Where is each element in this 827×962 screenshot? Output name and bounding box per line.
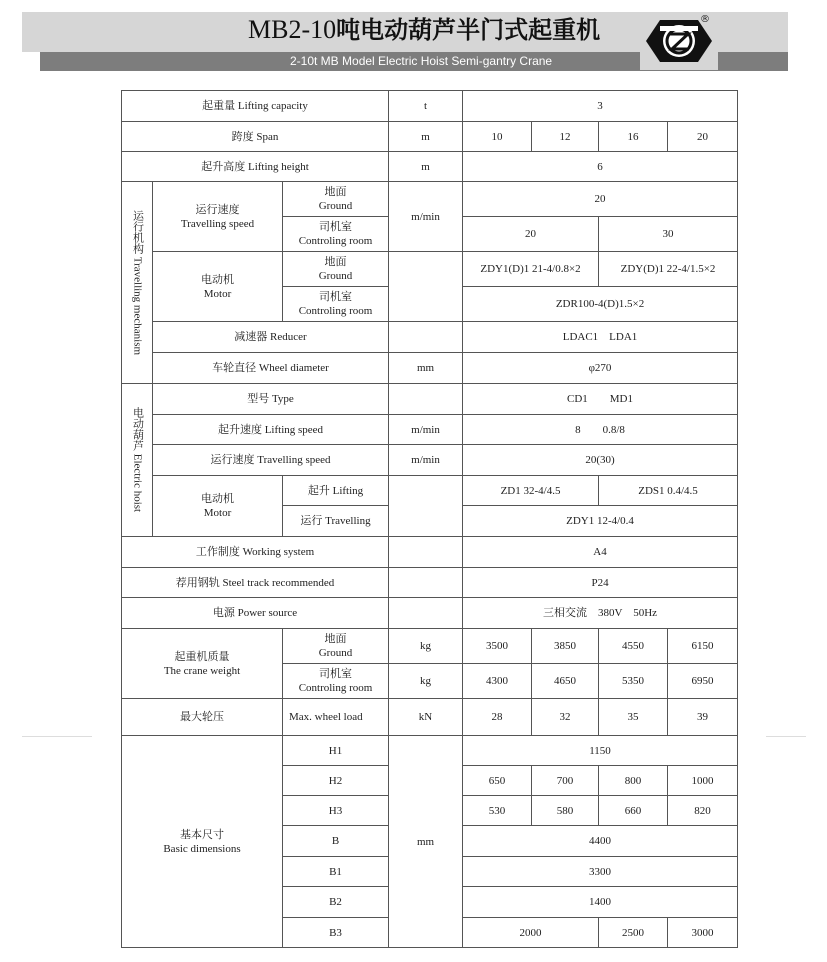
table-row [122, 182, 738, 217]
table-row [122, 445, 738, 476]
table-row [122, 322, 738, 353]
table-row [122, 122, 738, 152]
value-cell: 3500 [463, 629, 532, 664]
power-source-label: 电源 Power source [122, 598, 389, 629]
unit-cell [389, 322, 463, 353]
unit-cell: m [389, 122, 463, 152]
table-row [122, 252, 738, 287]
divider-right [766, 736, 806, 737]
table-row [122, 568, 738, 598]
unit-cell: kg [389, 664, 463, 699]
table-row [122, 415, 738, 445]
value-cell: ZDY1(D)1 21-4/0.8×2 [463, 252, 599, 287]
dim-name: B1 [283, 857, 389, 887]
table-row [122, 476, 738, 506]
table-row [122, 91, 738, 122]
travel-motor-label: 电动机 Motor [153, 252, 283, 322]
value-cell: CD1 MD1 [463, 384, 738, 415]
value-cell: 三相交流 380V 50Hz [463, 598, 738, 629]
value-cell: 820 [668, 796, 738, 826]
span-label: 跨度 Span [122, 122, 389, 152]
table-row [122, 537, 738, 568]
value-cell: 660 [599, 796, 668, 826]
hoist-motor-label: 电动机 Motor [153, 476, 283, 537]
value-cell: 2500 [599, 918, 668, 948]
unit-cell: mm [389, 736, 463, 948]
table-row [122, 629, 738, 664]
value-cell: φ270 [463, 353, 738, 384]
registered-mark: ® [700, 14, 710, 25]
unit-cell: kg [389, 629, 463, 664]
lifting-label: 起升 Lifting [283, 476, 389, 506]
value-cell: 5350 [599, 664, 668, 699]
lifting-height-label: 起升高度 Lifting height [122, 152, 389, 182]
hoist-travel-speed-label: 运行速度 Travelling speed [153, 445, 389, 476]
value-cell: 1150 [463, 736, 738, 766]
value-cell: 12 [532, 122, 599, 152]
table-row [122, 736, 738, 766]
unit-cell [389, 384, 463, 415]
unit-cell: m/min [389, 182, 463, 252]
unit-cell: m/min [389, 415, 463, 445]
steel-track-label: 荐用钢轨 Steel track recommended [122, 568, 389, 598]
lift-speed-label: 起升速度 Lifting speed [153, 415, 389, 445]
type-label: 型号 Type [153, 384, 389, 415]
value-cell: 650 [463, 766, 532, 796]
value-cell: 4550 [599, 629, 668, 664]
value-cell: 1400 [463, 887, 738, 918]
table-row [122, 384, 738, 415]
value-cell: 3 [463, 91, 738, 122]
dim-name: B2 [283, 887, 389, 918]
value-cell: 35 [599, 699, 668, 736]
page-subtitle: 2-10t MB Model Electric Hoist Semi-gantry Crane [290, 54, 553, 68]
unit-cell [389, 252, 463, 322]
value-cell: 30 [599, 217, 738, 252]
value-cell: 3000 [668, 918, 738, 948]
dim-name: H3 [283, 796, 389, 826]
travel-speed-label: 运行速度 Travelling speed [153, 182, 283, 252]
basic-dimensions-label: 基本尺寸 Basic dimensions [122, 736, 283, 948]
dim-name: H1 [283, 736, 389, 766]
room-label: 司机室 Controling room [283, 217, 389, 252]
value-cell: 530 [463, 796, 532, 826]
value-cell: 6950 [668, 664, 738, 699]
spec-table [121, 90, 738, 948]
unit-cell [389, 476, 463, 537]
value-cell: 580 [532, 796, 599, 826]
dim-name: B3 [283, 918, 389, 948]
value-cell: ZDY(D)1 22-4/1.5×2 [599, 252, 738, 287]
working-system-label: 工作制度 Working system [122, 537, 389, 568]
unit-cell [389, 568, 463, 598]
value-cell: 1000 [668, 766, 738, 796]
unit-cell: kN [389, 699, 463, 736]
ground-label: 地面 Ground [283, 252, 389, 287]
reducer-label: 减速器 Reducer [153, 322, 389, 353]
value-cell: 4650 [532, 664, 599, 699]
wheel-load-label-en: Max. wheel load [283, 699, 389, 736]
dim-name: H2 [283, 766, 389, 796]
wheel-diameter-label: 车轮直径 Wheel diameter [153, 353, 389, 384]
value-cell: 32 [532, 699, 599, 736]
value-cell: 10 [463, 122, 532, 152]
lifting-capacity-label: 起重量 Lifting capacity [122, 91, 389, 122]
table-row [122, 598, 738, 629]
value-cell: 6 [463, 152, 738, 182]
value-cell: P24 [463, 568, 738, 598]
value-cell: 2000 [463, 918, 599, 948]
value-cell: 4300 [463, 664, 532, 699]
value-cell: ZDS1 0.4/4.5 [599, 476, 738, 506]
value-cell: ZDR100-4(D)1.5×2 [463, 287, 738, 322]
ground-label: 地面 Ground [283, 182, 389, 217]
unit-cell: t [389, 91, 463, 122]
value-cell: A4 [463, 537, 738, 568]
value-cell: 6150 [668, 629, 738, 664]
value-cell: 20 [463, 217, 599, 252]
value-cell: 700 [532, 766, 599, 796]
divider-left [22, 736, 92, 737]
unit-cell [389, 537, 463, 568]
page-title: MB2-10吨电动葫芦半门式起重机 [248, 15, 601, 44]
travel-mech-group-label: 运行机构 Travelling mechanism [122, 182, 153, 384]
table-row [122, 699, 738, 736]
table-row [122, 152, 738, 182]
value-cell: LDAC1 LDA1 [463, 322, 738, 353]
crane-weight-label: 起重机质量 The crane weight [122, 629, 283, 699]
travelling-label: 运行 Travelling [283, 506, 389, 537]
value-cell: 800 [599, 766, 668, 796]
table-row [122, 353, 738, 384]
value-cell: 4400 [463, 826, 738, 857]
unit-cell [389, 598, 463, 629]
value-cell: ZDY1 12-4/0.4 [463, 506, 738, 537]
value-cell: 8 0.8/8 [463, 415, 738, 445]
value-cell: 16 [599, 122, 668, 152]
unit-cell: mm [389, 353, 463, 384]
unit-cell: m [389, 152, 463, 182]
value-cell: ZD1 32-4/4.5 [463, 476, 599, 506]
room-label: 司机室 Controling room [283, 664, 389, 699]
dim-name: B [283, 826, 389, 857]
value-cell: 28 [463, 699, 532, 736]
wheel-load-label-cn: 最大轮压 [122, 699, 283, 736]
value-cell: 20 [463, 182, 738, 217]
value-cell: 3850 [532, 629, 599, 664]
room-label: 司机室 Controling room [283, 287, 389, 322]
ground-label: 地面 Ground [283, 629, 389, 664]
value-cell: 20 [668, 122, 738, 152]
value-cell: 3300 [463, 857, 738, 887]
hoist-group-label: 电动葫芦 Electric hoist [122, 384, 153, 537]
value-cell: 20(30) [463, 445, 738, 476]
value-cell: 39 [668, 699, 738, 736]
unit-cell: m/min [389, 445, 463, 476]
